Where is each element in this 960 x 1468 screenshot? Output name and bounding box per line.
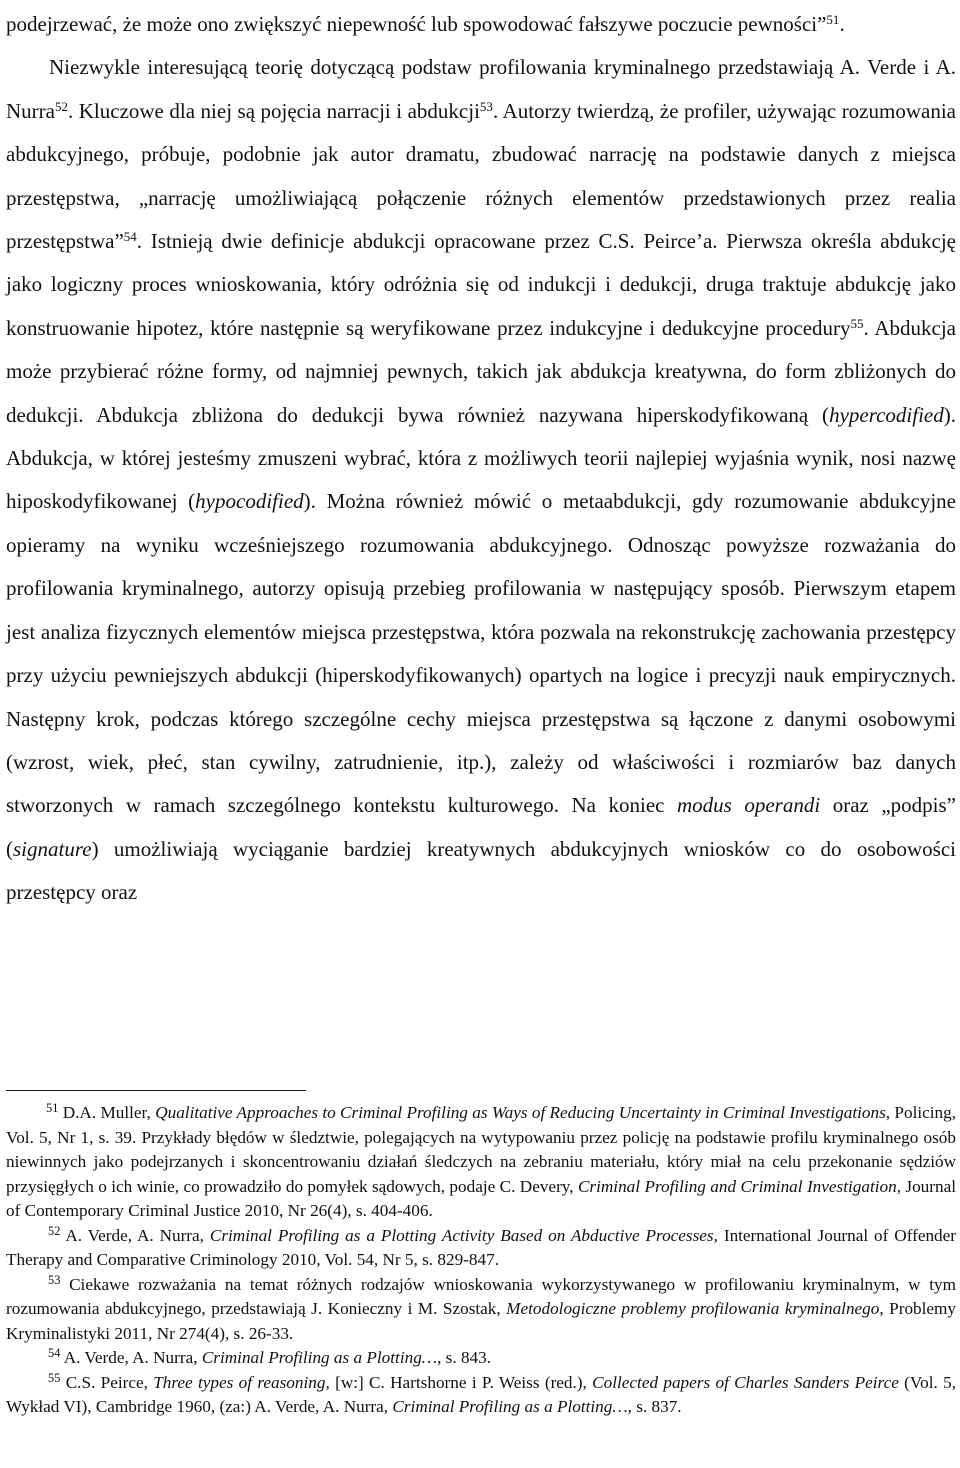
text-run: . Kluczowe dla niej są pojęcia narracji i abdukcji [68,98,480,123]
footnote-ref-54[interactable]: 54 [123,228,137,244]
footnote-55 [6,1371,956,1420]
footnote-51 [6,1101,956,1224]
italic-title: Qualitative Approaches to Criminal Profiling as Ways of Reducing Uncertainty in Criminal Investigations [155,1103,886,1122]
text-run: ). Można również mówić o metaabdukcji, gdy rozumowanie abdukcyjne opieramy na wyniku wcześniejszego rozumowania abdukcyjnego. Odnosząc powyższe rozważania do profilowania kryminalnego, autorzy opisują przebieg profilowania w następujący sposób. Pierwszym etapem jest analiza fizycznych elementów miejsca przestępstwa, która pozwala na rekonstrukcję zachowania przestępcy przy użyciu pewniejszych abdukcji (hiperskodyfikowanych) opartych na logice i precyzji nauk empirycznych. Następny krok, podczas którego szczególne cechy miejsca przestępstwa są łączone z danymi osobowymi (wzrost, wiek, płeć, stan cywilny, zatrudnienie, itp.), zależy od właściwości i rozmiarów baz danych stworzonych w ramach szczególnego kontekstu kulturowego. Na koniec [6,489,956,818]
footnote-54 [6,1346,956,1371]
text-run: oraz „podpis” ( [6,793,956,861]
text-run: Niezwykle interesującą teorię dotyczącą podstaw profilowania kryminalnego przedstawiają A. Verde i A. Nurra [6,55,956,123]
footnote-number: 51 [46,1101,59,1116]
footnote-ref-52[interactable]: 52 [54,98,68,114]
text-run: , Problemy Kryminalistyki 2011, Nr 274(4), s. 26-33. [6,1299,956,1343]
paragraph-continuation [6,3,956,46]
text-run: , [w:] C. Hartshorne i P. Weiss (red.), [325,1372,593,1392]
footnote-ref-55[interactable]: 55 [850,315,864,331]
text-run: (Vol. 5, Wykład VI), Cambridge 1960, (za:) A. Verde, A. Nurra, [6,1372,956,1416]
italic-title: Criminal Profiling as a Plotting Activity Based on Abductive Processes [209,1225,714,1245]
text-run: . Istnieją dwie definicje abdukcji opracowane przez C.S. Peirce’a. Pierwsza określa abdukcję jako logiczny proces wnioskowania, który odróżnia się od indukcji i dedukcji, druga traktuje abdukcję jako konstruowanie hipotez, które następnie są weryfikowane przez indukcyjne i dedukcyjne procedury [6,229,956,340]
text-run: , Policing, Vol. 5, Nr 1, s. 39. Przykłady błędów w śledztwie, polegających na wytypowaniu przez policję na podstawie profilu kryminalnego osób niewinnych jako podejrzanych i skoncentrowaniu działań śledczych na zebraniu materiału, który miał na celu przekonanie sędziów przysięgłych o ich winie, co prowadziło do pomyłek sądowych, podaje C. Devery, [6,1103,957,1196]
main-text [6,0,956,915]
text-run: . Autorzy twierdzą, że profiler, używając rozumowania abdukcyjnego, próbuje, podobnie jak autor dramatu, zbudować narrację na podstawie danych z miejsca przestępstwa, „narrację umożliwiającą połączenie różnych elementów przedstawionych przez realia przestępstwa” [6,98,956,254]
text-run: , s. 843. [437,1348,492,1367]
text-run: . Abdukcja może przybierać różne formy, od najmniej pewnych, takich jak abdukcja kreatywna, do form zbliżonych do dedukcji. Abdukcja zbliżona do dedukcji bywa również nazywana hiperskodyfikowaną ( [6,315,957,427]
italic-title: Metodologiczne problemy profilowania kryminalnego [506,1299,880,1318]
text-run: , Journal of Contemporary Criminal Justice 2010, Nr 26(4), s. 404-406. [6,1176,956,1220]
text-run: , International Journal of Offender Therapy and Comparative Criminology 2010, Vol. 54, Nr 5, s. 829-847. [6,1225,956,1269]
italic-term: hypocodified [195,489,304,514]
footnote-ref-53[interactable]: 53 [479,98,493,114]
text-run: A. Verde, A. Nurra, [60,1225,210,1245]
footnote-number: 53 [48,1272,61,1287]
italic-title: Criminal Profiling as a Plotting… [201,1348,438,1367]
document-page [6,0,957,1416]
italic-title: Three types of reasoning [153,1372,326,1392]
italic-term: hypercodified [829,402,944,427]
text-run: ) umożliwiają wyciąganie bardziej kreatywnych abdukcyjnych wniosków co do osobowości przestępcy oraz [6,836,956,905]
footnote-number: 55 [48,1370,61,1385]
footnotes [6,1101,956,1420]
italic-title: Criminal Profiling as a Plotting… [392,1397,628,1416]
text-run: C.S. Peirce, [60,1372,154,1392]
paragraph-verde-nurra [6,46,956,914]
footnote-52 [6,1224,956,1273]
text-run: A. Verde, A. Nurra, [60,1348,202,1367]
text-run: , s. 837. [627,1397,682,1416]
footnote-separator [6,1090,306,1091]
text-run: D.A. Muller, [58,1103,156,1122]
footnote-ref-51[interactable]: 51 [826,11,840,27]
text-run: podejrzewać, że może ono zwiększyć niepewność lub spowodować fałszywe poczucie pewności” [6,12,827,36]
text-run: ). Abdukcja, w której jesteśmy zmuszeni wybrać, która z możliwych teorii najlepiej wyjaśnia wynik, nosi nazwę hiposkodyfikowanej ( [6,402,956,514]
footnote-53 [6,1273,956,1347]
italic-term: signature [13,836,92,861]
text-run: Ciekawe rozważania na temat różnych rodzajów wnioskowania wykorzystywanego w profilowaniu kryminalnym, w tym rozumowania abdukcyjnego, przedstawiają J. Konieczny i M. Szostak, [6,1274,956,1318]
italic-title: Collected papers of Charles Sanders Peirce [592,1372,899,1392]
italic-title: Criminal Profiling and Criminal Investigation [577,1176,897,1196]
italic-term: modus operandi [677,793,821,818]
text-run: . [839,12,845,36]
footnote-number: 52 [48,1223,61,1238]
footnote-number: 54 [48,1346,61,1361]
